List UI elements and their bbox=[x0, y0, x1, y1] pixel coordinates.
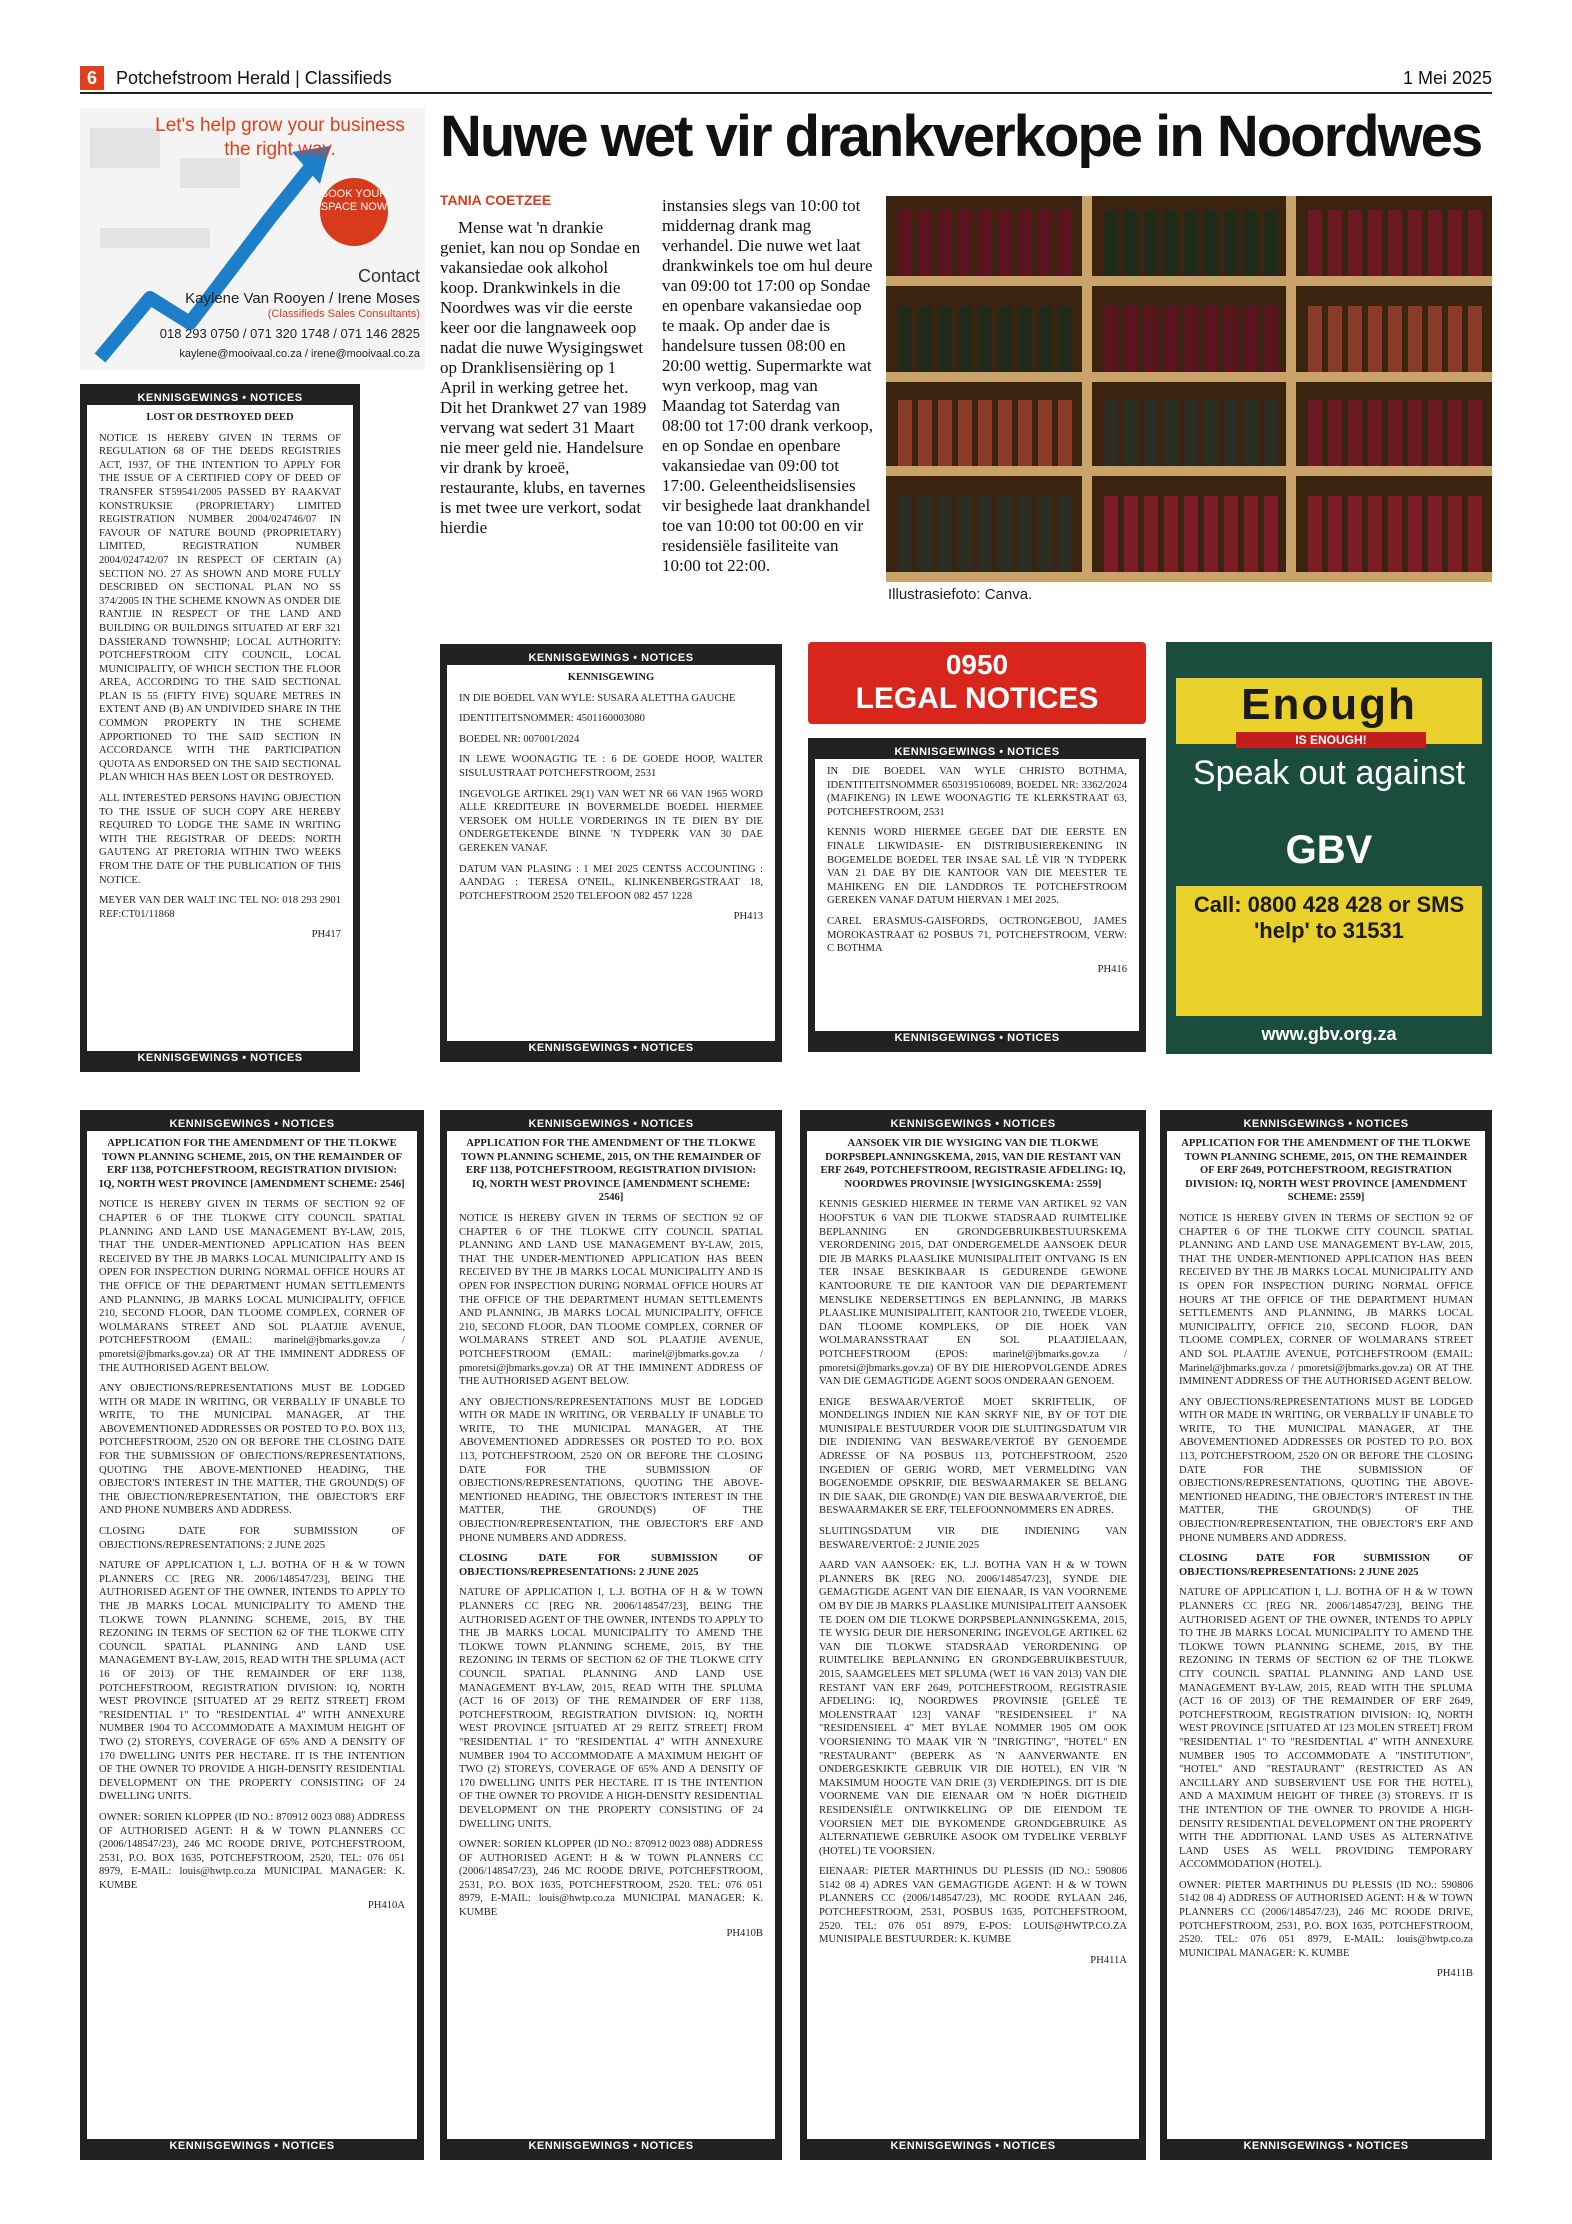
notice-aansoek-erf-2649 bbox=[800, 1110, 1146, 2160]
book-space-badge: BOOK YOUR SPACE NOW bbox=[320, 178, 388, 246]
wine-shelves-photo bbox=[886, 196, 1492, 582]
notice-body: APPLICATION FOR THE AMENDMENT OF THE TLOKWE TOWN PLANNING SCHEME, 2015, ON THE REMAINDER OF ERF 2649, POTCHEFSTROOM, REGISTRATION DIVISION: IQ, NORTH WEST PROVINCE [AMENDMENT SCHEME: 2559] NOTICE IS HEREBY GIVEN IN TERMS OF SECTION 92 OF CHAPTER 6 OF THE TLOKWE CITY COUNCIL SPATIAL PLANNING AND LAND USE MANAGEMENT BY-LAW, 2015, THAT THE UNDER-MENTIONED APPLICATION HAS BEEN RECEIVED BY THE JB MARKS LOCAL MUNICIPALITY AND IS OPEN FOR INSPECTION DURING NORMAL OFFICE HOURS AT THE OFFICE OF THE DEPARTMENT HUMAN SETTLEMENTS AND PLANNING, JB MARKS LOCAL MUNICIPALITY, OFFICE 210, SECOND FLOOR, DAN TLOOME COMPLEX, CORNER OF WOLMARANS STREET AND SOL PLAATJIE AVENUE, POTCHEFSTROOM (EMAIL: Marinel@jbmarks.gov.za / pmoretsi@jbmarks.gov.za) OR AT THE IMMINENT ADDRESS OF THE AUTHORISED AGENT BELOW. ANY OBJECTIONS/REPRESENTATIONS MUST BE LODGED WITH OR MADE IN WRITING, OR VERBALLY IF UNABLE TO WRITE, TO THE MUNICIPAL MANAGER, AT THE ABOVEMENTIONED ADDRESSES OR POSTED TO P.O. BOX 113, POTCHEFSTROOM, 2520 ON OR BEFORE THE CLOSING DATE FOR THE SUBMISSION OF OBJECTIONS/REPRESENTATIONS, QUOTING THE ABOVE-MENTIONED HEADING, THE OBJECTOR'S INTEREST IN THE MATTER, THE GROUND(S) OF THE OBJECTION/REPRESENTATION, THE OBJECTOR'S ERF AND PHONE NUMBERS AND ADDRESS. CLOSING DATE FOR SUBMISSION OF OBJECTIONS/REPRESENTATIONS: 2 JUNE 2025 NATURE OF APPLICATION I, L.J. BOTHA OF H & W TOWN PLANNERS CC [REG NR. 2006/148547/23], BEING THE AUTHORISED AGENT OF THE OWNER, INTENDS TO APPLY TO THE JB MARKS LOCAL MUNICIPALITY TO AMEND THE TLOKWE TOWN PLANNING SCHEME, 2015, BY THE REZONING IN TERMS OF SECTION 62 OF THE TLOKWE CITY COUNCIL SPATIAL PLANNING AND LAND USE MANAGEMENT BY-LAW, 2015, READ WITH THE SPLUMA (ACT 16 OF 2013) OF THE REMAINDER OF ERF 2649, POTCHEFSTROOM, REGISTRATION DIVISION: IQ, NORTH WEST PROVINCE [SITUATED AT 123 MOLEN STREET] FROM "RESIDENTIAL 1" TO "RESIDENTIAL 4" WITH ANNEXURE NUMBER 1905 TO ACCOMMODATE A "INSTITUTION", "HOTEL" AND "RESTAURANT" (RESTRICTED AS AN ANCILLARY AND SUBSERVIENT USE FOR THE HOTEL), AND A MAXIMUM HEIGHT OF THREE (3) STOREYS. IT IS THE INTENTION OF THE OWNER TO PROVIDE A HIGH-DENSITY RESIDENTIAL DEVELOPMENT ON THE PROPERTY WITH THE ADDITIONAL LAND USES AS ALTERNATIVE LAND USES AS WELL PROVIDING TEMPORARY ACCOMMODATION (HOTEL). OWNER: PIETER MARTHINUS DU PLESSIS (ID NO.: 590806 5142 08 4) ADDRESS OF AUTHORISED AGENT: H & W TOWN PLANNERS CC (2006/148547/23), 246 MC ROODE DRIVE, POTCHEFSTROOM, 2531, P.O. BOX 1635, POTCHEFSTROOM, 2520. TEL: 076 051 8979, E-MAIL: louis@hwtp.co.za MUNICIPAL MANAGER: K. KUMBE PH411B bbox=[1179, 1138, 1473, 1980]
notice-label-bottom: KENNISGEWINGS • NOTICES bbox=[87, 2139, 417, 2153]
publication-title: Potchefstroom Herald | Classifieds bbox=[116, 68, 392, 88]
ad-contact-role: (Classifieds Sales Consultants) bbox=[267, 308, 420, 320]
notice-reference: PH410A bbox=[367, 1900, 405, 1912]
notice-label-bottom: KENNISGEWINGS • NOTICES bbox=[447, 1041, 775, 1055]
notice-label-top: KENNISGEWINGS • NOTICES bbox=[1167, 1117, 1485, 1131]
notice-label-bottom: KENNISGEWINGS • NOTICES bbox=[815, 1031, 1139, 1045]
notice-body: KENNISGEWING IN DIE BOEDEL VAN WYLE: SUSARA ALETTHA GAUCHE IDENTITEITSNOMMER: 4501160003080 BOEDEL NR: 007001/2024 IN LEWE WOONAGTIG TE : 6 DE GOEDE HOOP, WALTER SISULUSTRAAT POTCHEFSTROOM, 2531 INGEVOLGE ARTIKEL 29(1) VAN WET NR 66 VAN 1965 WORD ALLE KREDITEURE IN BOVERMELDE BOEDEL HIERMEE VERSOEK OM HULLE VORDERINGS IN TE DIEN BY DIE ONDERGETEKENDE BINNE 'N TYDPERK VAN 30 DAE GEREKEN VANAF. DATUM VAN PLASING : 1 MEI 2025 CENTSS ACCOUNTING : AANDAG : TERESA O'NEIL, KLINKENBERGSTRAAT 18, POTCHEFSTROOM 2520 TELEFOON 082 457 1228 PH413 bbox=[459, 672, 763, 923]
gbv-text: GBV bbox=[1285, 828, 1373, 872]
notice-label-bottom: KENNISGEWINGS • NOTICES bbox=[807, 2139, 1139, 2153]
notice-reference: PH410B bbox=[726, 1927, 763, 1939]
notice-body: AANSOEK VIR DIE WYSIGING VAN DIE TLOKWE DORPSBEPLANNINGSKEMA, 2015, VAN DIE RESTANT VAN ERF 2649, POTCHEFSTROOM, REGISTRASIE AFDELING: IQ, NOORDWES PROVINSIE [WYSIGINGSKEMA: 2559] KENNIS GESKIED HIERMEE IN TERME VAN ARTIKEL 92 VAN HOOFSTUK 6 VAN DIE TLOKWE STADSRAAD RUIMTELIKE BEPLANNING EN GRONDGEBRUIKBESTUURSKEMA VERORDENING 2015, DAT ONDERGEMELDE AANSOEK DEUR DIE JB MARKS PLAASLIKE MUNISIPALITEIT ONTVANG IS EN TER INSAE BESKIKBAAR IS GEDURENDE GEWONE KANTOORURE TE DIE KANTOOR VAN DIE DEPARTEMENT MENSLIKE NEDERSETTINGS EN BEPLANNING, JB MARKS PLAASLIKE MUNISIPALITEIT, KANTOOR 210, TWEEDE VLOER, DAN TLOOME KOMPLEKS, OP DIE HOEK VAN WOLMARANSSTRAAT EN SOL PLAATJIELAAN, POTCHEFSTROOM (EPOS: marinel@jbmarks.gov.za / pmoretsi@jbmarks.gov.za) OF BY DIE HIEROPVOLGENDE ADRES VAN DIE GEMAGTIGDE AGENT SOOS ONDERAAN GENOEM. ENIGE BESWAAR/VERTOË MOET SKRIFTELIK, OF MONDELINGS INDIEN NIE KAN SKRYF NIE, BY OF TOT DIE MUNISIPALE BESTUURDER VOOR DIE SLUITINGSDATUM VIR DIE INDIENING VAN BESWARE/VERTOË BY GENOEMDE ADRESSE OF NA POSBUS 113, POTCHEFSTROOM, 2520 INGEDIEN OF GERIG WORD, MET VERMELDING VAN BOGENOEMDE OPSKRIF, DIE BESWAARMAKER SE BELANG IN DIE SAAK, DIE GROND(E) VAN DIE BESWAAR/VERTOË, DIE BESWAARMAKER SE ERF, TELEFOONNOMMERS EN ADRES. SLUITINGSDATUM VIR DIE INDIENING VAN BESWARE/VERTOË: 2 JUNIE 2025 AARD VAN AANSOEK: EK, L.J. BOTHA VAN H & W TOWN PLANNERS BK [REG NO. 2006/148547/23], SYNDE DIE GEMAGTIGDE AGENT VAN DIE EIENAAR, IS VAN VOORNEME OM BY DIE JB MARKS PLAASLIKE MUNISIPALITEIT AANSOEK TE DOEN OM DIE TLOKWE DORPSBEPLANNINGSKEMA, 2015, TE WYSIG DEUR DIE HERSONERING INGEVOLGE ARTIKEL 62 VAN DIE TLOKWE STADSRAAD VERORDENING OP RUIMTELIKE BEPLANNING EN GRONDGEBRUIKBESTUUR, 2015, SAAMGELEES MET SPLUMA (WET 16 VAN 2013) VAN DIE RESTANT VAN ERF 2649, POTCHEFSTROOM, REGISTRASIE AFDELING: IQ, NOORDWES PROVINSIE [GELEË TE MOLENSTRAAT 123] VANAF "RESIDENSIEEL 1" NA "RESIDENSIEEL 4" MET BYLAE NOMMER 1905 OM OOK VOORSIENING TO MAAK VIR 'N "INRIGTING", "HOTEL" EN "RESTAURANT" (BEPERK AS 'N AANVERWANTE EN ONDERGESKIKTE GEBRUIK VIR DIE HOTEL), EN VIR 'N MAKSIMUM HOOGTE VAN DRIE (3) VERDIEPINGS. DIT IS DIE VOORNEME VAN DIE EIENAAR OM 'N HOËR DIGTHEID RESIDENSIËLE ONTWIKKELING OP DIE EIENDOM TE VOORSIEN MET DIE BYKOMENDE GRONDGEBRUIKE AS ALTERNATIEWE GEBRUIKE ASOOK OM TYDELIKE VERBLYF (HOTEL) TE VOORSIEN. EIENAAR: PIETER MARTHINUS DU PLESSIS (ID NO.: 590806 5142 08 4) ADRES VAN GEMAGTIGDE AGENT: H & W TOWN PLANNERS CC (2006/148547/23), MC ROODE RYLAAN 246, POTCHEFSTROOM, 2531, POSBUS 1635, POTCHEFSTROOM, 2520. TEL: 076 051 8979, E-POS: LOUIS@HWTP.CO.ZA MUNISIPALE BESTUURDER: K. KUMBE PH411A bbox=[819, 1138, 1127, 1966]
gbv-call-box: Call: 0800 428 428 or SMS 'help' to 31531 bbox=[1176, 886, 1482, 1016]
notice-label-top: KENNISGEWINGS • NOTICES bbox=[807, 1117, 1139, 1131]
notice-label-top: KENNISGEWINGS • NOTICES bbox=[815, 745, 1139, 759]
classifieds-advert bbox=[80, 108, 425, 370]
enough-logo: Enough IS ENOUGH! bbox=[1176, 678, 1482, 744]
gbv-speak-text: Speak out against bbox=[1192, 754, 1466, 792]
article-headline: Nuwe wet vir drankverkope in Noordwes bbox=[440, 104, 1482, 169]
page-date: 1 Mei 2025 bbox=[1402, 68, 1492, 88]
notice-reference: PH411A bbox=[1090, 1954, 1127, 1966]
notice-label-top: KENNISGEWINGS • NOTICES bbox=[87, 1117, 417, 1131]
notice-body: APPLICATION FOR THE AMENDMENT OF THE TLOKWE TOWN PLANNING SCHEME, 2015, ON THE REMAINDER OF ERF 1138, POTCHEFSTROOM, REGISTRATION DIVISION: IQ, NORTH WEST PROVINCE [AMENDMENT SCHEME: 2546] NOTICE IS HEREBY GIVEN IN TERMS OF SECTION 92 OF CHAPTER 6 OF THE TLOKWE CITY COUNCIL SPATIAL PLANNING AND LAND USE MANAGEMENT BY-LAW, 2015, THAT THE UNDER-MENTIONED APPLICATION HAS BEEN RECEIVED BY THE JB MARKS LOCAL MUNICIPALITY AND IS OPEN FOR INSPECTION DURING NORMAL OFFICE HOURS AT THE OFFICE OF THE DEPARTMENT HUMAN SETTLEMENTS AND PLANNING, JB MARKS LOCAL MUNICIPALITY, OFFICE 210, SECOND FLOOR, DAN TLOOME COMPLEX, CORNER OF WOLMARANS STREET AND SOL PLAATJIE AVENUE, POTCHEFSTROOM (EMAIL: marinel@jbmarks.gov.za / pmoretsi@jbmarks.gov.za) OR AT THE IMMINENT ADDRESS OF THE AUTHORISED AGENT BELOW. ANY OBJECTIONS/REPRESENTATIONS MUST BE LODGED WITH OR MADE IN WRITING, OR VERBALLY IF UNABLE TO WRITE, TO THE MUNICIPAL MANAGER, AT THE ABOVEMENTIONED ADDRESSES OR POSTED TO P.O. BOX 113, POTCHEFSTROOM, 2520 ON OR BEFORE THE CLOSING DATE FOR THE SUBMISSION OF OBJECTIONS/REPRESENTATIONS, QUOTING THE ABOVE-MENTIONED HEADING, THE OBJECTOR'S INTEREST IN THE MATTER, THE GROUND(S) OF THE OBJECTION/REPRESENTATION, THE OBJECTOR'S ERF AND PHONE NUMBERS AND ADDRESS. CLOSING DATE FOR SUBMISSION OF OBJECTIONS/REPRESENTATIONS: 2 JUNE 2025 NATURE OF APPLICATION I, L.J. BOTHA OF H & W TOWN PLANNERS CC [REG NR. 2006/148547/23], BEING THE AUTHORISED AGENT OF THE OWNER, INTENDS TO APPLY TO THE JB MARKS LOCAL MUNICIPALITY TO AMEND THE TLOKWE TOWN PLANNING SCHEME, 2015, BY THE REZONING IN TERMS OF SECTION 62 OF THE TLOKWE CITY COUNCIL SPATIAL PLANNING AND LAND USE MANAGEMENT BY-LAW, 2015, READ WITH THE SPLUMA (ACT 16 OF 2013) OF THE REMAINDER OF ERF 1138, POTCHEFSTROOM, REGISTRATION DIVISION: IQ, NORTH WEST PROVINCE [SITUATED AT 29 REITZ STREET] FROM "RESIDENTIAL 1" TO "RESIDENTIAL 4" WITH ANNEXURE NUMBER 1904 TO ACCOMMODATE A MAXIMUM HEIGHT OF TWO (2) STOREYS, COVERAGE OF 65% AND A DENSITY OF 170 DWELLING UNITS PER HECTARE. IT IS THE INTENTION OF THE OWNER TO PROVIDE A HIGH-DENSITY RESIDENTIAL DEVELOPMENT ON THE PROPERTY CONSISTING OF 24 DWELLING UNITS. OWNER: SORIEN KLOPPER (ID NO.: 870912 0023 088) ADDRESS OF AUTHORISED AGENT: H & W TOWN PLANNERS CC (2006/148547/23), 246 MC ROODE DRIVE, POTCHEFSTROOM, 2531, P.O. BOX 1635, POTCHEFSTROOM, 2520, TEL: 076 051 8979, E-MAIL: louis@hwtp.co.za MUNICIPAL MANAGER: K. KUMBE PH410A bbox=[99, 1138, 405, 1912]
notice-label-top: KENNISGEWINGS • NOTICES bbox=[87, 391, 353, 405]
page-header bbox=[80, 66, 1492, 94]
notice-reference: PH413 bbox=[733, 911, 763, 923]
notice-estate-gauche bbox=[440, 644, 782, 1062]
notice-label-bottom: KENNISGEWINGS • NOTICES bbox=[1167, 2139, 1485, 2153]
photo-caption: Illustrasiefoto: Canva. bbox=[888, 586, 1033, 603]
notice-lost-deed bbox=[80, 384, 360, 1072]
page-number: 6 bbox=[80, 66, 104, 90]
legal-notices-title: LEGAL NOTICES bbox=[855, 682, 1099, 715]
notice-label-top: KENNISGEWINGS • NOTICES bbox=[447, 651, 775, 665]
ad-emails: kaylene@mooivaal.co.za / irene@mooivaal.co.za bbox=[179, 348, 420, 360]
gbv-url: www.gbv.org.za bbox=[1261, 1024, 1397, 1044]
notice-label-bottom: KENNISGEWINGS • NOTICES bbox=[87, 1051, 353, 1065]
ad-phone-numbers: 018 293 0750 / 071 320 1748 / 071 146 2825 bbox=[159, 326, 420, 341]
notice-body: IN DIE BOEDEL VAN WYLE CHRISTO BOTHMA, IDENTITEITSNOMMER 6503195106089, BOEDEL NR: 3362/2024 (MAFIKENG) IN LEWE WOONAGTIG TE KLERKSTRAAT 63, POTCHEFSTROOM, 2531 KENNIS WORD HIERMEE GEGEE DAT DIE EERSTE EN FINALE LIKWIDASIE- EN DISTRIBUSIEREKENING IN BOGEMELDE BOEDEL TER INSAE SAL LÊ VIR 'N TYDPERK VAN 21 DAE BY DIE KANTOOR VAN DIE MEESTER TE MAHIKENG EN DIE LANDDROS TE POTCHEFSTROOM GEREKEN VANAF DATUM HIERVAN 1 MEI 2025. CAREL ERASMUS-GAISFORDS, OCTRONGEBOU, JAMES MOROKASTRAAT 62 POSBUS 71, POTCHEFSTROOM, VERW: C BOTHMA PH416 bbox=[827, 766, 1127, 975]
notice-application-erf-1138-b bbox=[440, 1110, 782, 2160]
ad-contact-names: Kaylene Van Rooyen / Irene Moses bbox=[185, 290, 420, 307]
legal-notices-banner bbox=[808, 642, 1146, 724]
notice-reference: PH416 bbox=[1097, 963, 1127, 975]
notice-body: LOST OR DESTROYED DEED NOTICE IS HEREBY GIVEN IN TERMS OF REGULATION 68 OF THE DEEDS REGISTRIES ACT, 1937, OF THE INTENTION TO APPLY FOR THE ISSUE OF A CERTIFIED COPY OF DEED OF TRANSFER ST59541/2005 PASSED BY RAAKVAT KONSTRUKSIE (PROPRIETARY) LIMITED REGISTRATION NUMBER 2004/024746/07 IN FAVOUR OF NATURE BOUND (PROPRIETARY) LIMITED, REGISTRATION NUMBER 2004/024742/07 IN RESPECT OF CERTAIN (A) SECTION NO. 27 AS SHOWN AND MORE FULLY DESCRIBED ON SECTIONAL PLAN NO SS 374/2005 IN THE SCHEME KNOWN AS ONDER DIE RANTJIE IN RESPECT OF THE LAND AND BUILDING OR BUILDINGS SITUATED AT ERF 321 DASSIERAND TOWNSHIP; LOCAL AUTHORITY: POTCHEFSTROOM CITY COUNCIL, LOCAL MUNICIPALITY, OF WHICH SECTION THE FLOOR AREA, ACCORDING TO THE SAID SECTIONAL PLAN IS 55 (FIFTY FIVE) SQUARE METRES IN EXTENT AND (B) AN UNDIVIDED SHARE IN THE COMMON PROPERTY IN THE SCHEME APPORTIONED TO THE SAID SECTION IN ACCORDANCE WITH THE PARTICIPATION QUOTA AS ENDORSED ON THE SAID SECTIONAL PLAN WHICH HAS BEEN LOST OR DESTROYED. ALL INTERESTED PERSONS HAVING OBJECTION TO THE ISSUE OF SUCH COPY ARE HEREBY REQUIRED TO LODGE THE SAME IN WRITING WITH THE REGISTRAR OF DEEDS: NORTH GAUTENG AT PRETORIA WITHIN TWO WEEKS FROM THE DATE OF THE PUBLICATION OF THIS NOTICE. MEYER VAN DER WALT INC TEL NO: 018 293 2901 REF:CT01/11868 PH417 bbox=[99, 412, 341, 941]
notice-application-erf-1138-a bbox=[80, 1110, 424, 2160]
notice-label-bottom: KENNISGEWINGS • NOTICES bbox=[447, 2139, 775, 2153]
notice-label-top: KENNISGEWINGS • NOTICES bbox=[447, 1117, 775, 1131]
article-column-1: Mense wat 'n drankie geniet, kan nou op Sondae en vakansiedae ook alkohol koop. Drankwinkels in die Noordwes was vir die eerste keer oor die langnaweek oop nadat die nuwe Wysigingswet op Dranklisensiëring op 1 April in werking getree het. Dit het Drankwet 27 van 1989 vervang wat sedert 31 Maart nie meer geld nie. Handelsure vir drank by kroeë, restaurante, klubs, en tavernes is met twee ure verkort, sodat hierdie bbox=[440, 218, 647, 537]
article-byline: TANIA COETZEE bbox=[440, 192, 552, 208]
notice-reference: PH411B bbox=[1436, 1968, 1473, 1980]
gbv-advert bbox=[1166, 642, 1492, 1054]
notice-reference: PH417 bbox=[311, 929, 341, 941]
notice-application-erf-2649 bbox=[1160, 1110, 1492, 2160]
article-photo bbox=[886, 196, 1492, 582]
ad-tagline: Let's help grow your business the right way. bbox=[155, 115, 405, 160]
notice-body: APPLICATION FOR THE AMENDMENT OF THE TLOKWE TOWN PLANNING SCHEME, 2015, ON THE REMAINDER OF ERF 1138, POTCHEFSTROOM, REGISTRATION DIVISION: IQ, NORTH WEST PROVINCE [AMENDMENT SCHEME: 2546] NOTICE IS HEREBY GIVEN IN TERMS OF SECTION 92 OF CHAPTER 6 OF THE TLOKWE CITY COUNCIL SPATIAL PLANNING AND LAND USE MANAGEMENT BY-LAW, 2015, THAT THE UNDER-MENTIONED APPLICATION HAS BEEN RECEIVED BY THE JB MARKS LOCAL MUNICIPALITY AND IS OPEN FOR INSPECTION DURING NORMAL OFFICE HOURS AT THE OFFICE OF THE DEPARTMENT HUMAN SETTLEMENTS AND PLANNING, JB MARKS LOCAL MUNICIPALITY, OFFICE 210, SECOND FLOOR, DAN TLOOME COMPLEX, CORNER OF WOLMARANS STREET AND SOL PLAATJIE AVENUE, POTCHEFSTROOM (EMAIL: marinel@jbmarks.gov.za / pmoretsi@jbmarks.gov.za) OR AT THE IMMINENT ADDRESS OF THE AUTHORISED AGENT BELOW. ANY OBJECTIONS/REPRESENTATIONS MUST BE LODGED WITH OR MADE IN WRITING, OR VERBALLY IF UNABLE TO WRITE, TO THE MUNICIPAL MANAGER, AT THE ABOVEMENTIONED ADDRESSES OR POSTED TO P.O. BOX 113, POTCHEFSTROOM, 2520 ON OR BEFORE THE CLOSING DATE FOR THE SUBMISSION OF OBJECTIONS/REPRESENTATIONS, QUOTING THE ABOVE-MENTIONED HEADING, THE OBJECTOR'S INTEREST IN THE MATTER, THE GROUND(S) OF THE OBJECTION/REPRESENTATION, THE OBJECTOR'S ERF AND PHONE NUMBERS AND ADDRESS. CLOSING DATE FOR SUBMISSION OF OBJECTIONS/REPRESENTATIONS: 2 JUNE 2025 NATURE OF APPLICATION I, L.J. BOTHA OF H & W TOWN PLANNERS CC [REG NR. 2006/148547/23], BEING THE AUTHORISED AGENT OF THE OWNER, INTENDS TO APPLY TO THE JB MARKS LOCAL MUNICIPALITY TO AMEND THE TLOKWE TOWN PLANNING SCHEME, 2015, BY THE REZONING IN TERMS OF SECTION 62 OF THE TLOKWE CITY COUNCIL SPATIAL PLANNING AND LAND USE MANAGEMENT BY-LAW, 2015, READ WITH THE SPLUMA (ACT 16 OF 2013) OF THE REMAINDER OF ERF 1138, POTCHEFSTROOM, REGISTRATION DIVISION: IQ, NORTH WEST PROVINCE [SITUATED AT 29 REITZ STREET] FROM "RESIDENTIAL 1" TO "RESIDENTIAL 4" WITH ANNEXURE NUMBER 1904 TO ACCOMMODATE A MAXIMUM HEIGHT OF TWO (2) STOREYS, COVERAGE OF 65% AND A DENSITY OF 170 DWELLING UNITS PER HECTARE. IT IS THE INTENTION OF THE OWNER TO PROVIDE A HIGH-DENSITY RESIDENTIAL DEVELOPMENT ON THE PROPERTY CONSISTING OF 24 DWELLING UNITS. OWNER: SORIEN KLOPPER (ID NO.: 870912 0023 088) ADDRESS OF AUTHORISED AGENT: H & W TOWN PLANNERS CC (2006/148547/23), 246 MC ROODE DRIVE, POTCHEFSTROOM, 2531, P.O. BOX 1635, POTCHEFSTROOM, 2520. TEL: 076 051 8979, E-MAIL: louis@hwtp.co.za MUNICIPAL MANAGER: K. KUMBE PH410B bbox=[459, 1138, 763, 1939]
notice-estate-bothma bbox=[808, 738, 1146, 1052]
legal-notices-code: 0950 bbox=[945, 649, 1009, 680]
article-column-2: instansies slegs van 10:00 tot middernag drank mag verhandel. Die nuwe wet laat drankwinkels toe om hul deure van 09:00 tot 17:00 op Sondae en openbare vakansiedae oop te maak. Op ander dae is handelsure tussen 08:00 en 20:00 wettig. Supermarkte wat wyn verkoop, mag van Maandag tot Saterdag van 08:00 tot 17:00 drank verkoop, en op Sondae en openbare vakansiedae van 09:00 tot 17:00. Geleentheidslisensies vir besighede laat drankhandel toe van 10:00 tot 00:00 en vir residensiële fasiliteite van 10:00 tot 22:00. bbox=[662, 196, 874, 575]
ad-contact-label: Contact bbox=[357, 266, 420, 286]
